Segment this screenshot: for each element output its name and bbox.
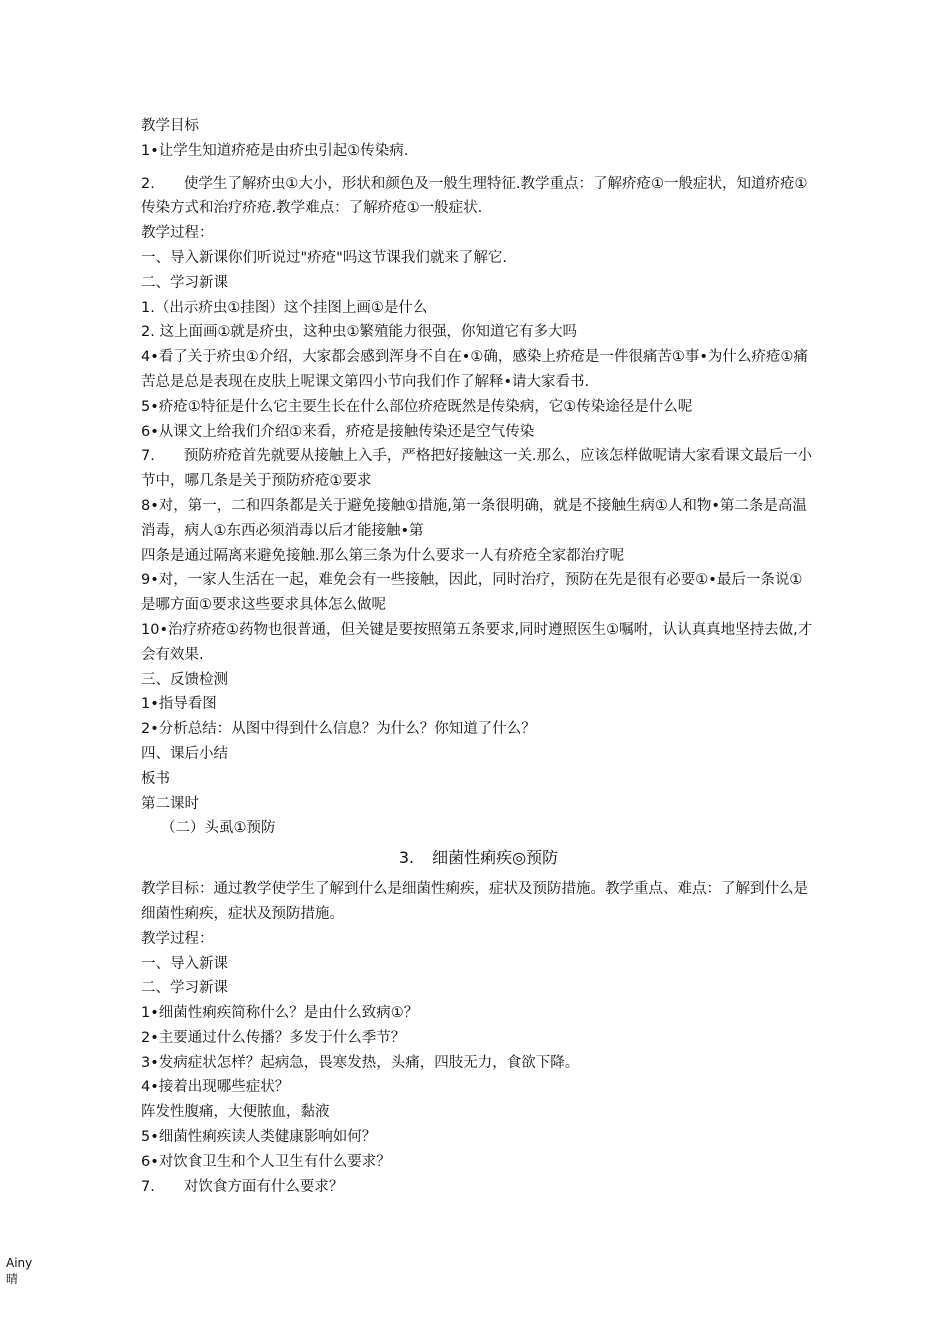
text-line: 教学目标：通过教学使学生了解到什么是细菌性痢疾，症状及预防措施。教学重点、难点：了解到什么是细菌性痢疾，症状及预防措施。 [141,881,808,922]
text-line: 7. 对饮食方面有什么要求？ [141,1178,344,1195]
text-line: 二、学习新课 [141,274,228,291]
text-line: 6•从课文上给我们介绍①来看，疥疮是接触传染还是空气传染 [141,423,535,440]
text-line: 阵发性腹痛，大便脓血，黏液 [141,1104,330,1121]
text-line: 四条是通过隔离来避免接触.那么第三条为什么要求一人有疥疮全家都治疗呢 [141,547,625,564]
text-line: 2. 使学生了解疥虫①大小，形状和颜色及一般生理特征.教学重点：了解疥疮①一般症状，知道疥疮①传染方式和治疗疥疮.教学难点：了解疥疮①一般症状. [141,175,808,217]
text-line: 第二课时 [141,795,199,812]
lines-part1 [141,114,816,164]
section-heading-number: 3. [398,848,415,868]
page-footer [6,1255,32,1287]
section-heading-title: 细菌性痢疾◎预防 [432,848,559,868]
text-line: 板书 [141,770,170,787]
text-line: 三、反馈检测 [141,671,228,688]
footer-line: 晴 [6,1272,19,1286]
text-line: 4•接着出现哪些症状？ [141,1079,290,1096]
text-line: 教学目标 [141,118,199,134]
text-line: 8•对，第一，二和四条都是关于避免接触①措施,第一条很明确，就是不接触生病①人和物•第二条是高温消毒，病人①东西必须消毒以后才能接触•第 [141,497,807,539]
text-line: 1•指导看图 [141,696,217,713]
text-line: 9•对，一家人生活在一起，难免会有一些接触，因此，同时治疗，预防在先是很有必要①•最后一条说①是哪方面①要求这些要求具体怎么做呢 [141,572,803,614]
text-line: 教学过程： [141,930,214,947]
subsection-title: （二）头虱①预防 [161,820,276,837]
text-line: 2. 这上面画①就是疥虫，这种虫①繁殖能力很强，你知道它有多大吗 [141,324,577,341]
text-line: 6•对饮食卫生和个人卫生有什么要求？ [141,1153,391,1170]
text-line: 1.（出示疥虫①挂图）这个挂图上画①是什么 [141,299,428,316]
text-line: 5•疥疮①特征是什么它主要生长在什么部位疥疮既然是传染病，它①传染途径是什么呢 [141,398,693,415]
text-line: 一、导入新课你们听说过"疥疮"吗这节课我们就来了解它. [141,249,507,266]
text-line: 二、学习新课 [141,980,228,997]
text-line: 1•细菌性痢疾简称什么？是由什么致病①？ [141,1005,419,1022]
footer-line: Ainy [6,1256,33,1270]
text-line: 教学过程： [141,225,214,242]
text-line: 5•细菌性痢疾读人类健康影响如何？ [141,1129,377,1146]
text-line: 2•主要通过什么传播？多发于什么季节？ [141,1029,406,1046]
text-line: 3•发病症状怎样？起病急，畏寒发热，头痛，四肢无力，食欲下降。 [141,1054,580,1071]
lines-part3 [141,877,816,1199]
text-line: 4•看了关于疥虫①介绍，大家都会感到浑身不自在•①确，感染上疥疮是一件很痛苦①事•为什么疥疮①痛苦总是总是表现在皮肤上呢课文第四小节向我们作了解释•请大家看书. [141,349,808,390]
lines-part2 [141,172,816,842]
text-line: 7. 预防疥疮首先就要从接触上入手，严格把好接触这一关.那么，应该怎样做呢请大家看课文最后一小节中，哪几条是关于预防疥疮①要求 [141,448,812,490]
text-line: 10•治疗疥疮①药物也很普通，但关键是要按照第五条要求,同时遵照医生①嘱咐，认认真真地坚持去做,才会有效果. [141,621,813,663]
text-line: 四、课后小结 [141,745,228,762]
section-heading [141,843,816,873]
text-line: 1•让学生知道疥疮是由疥虫引起①传染病. [141,142,409,159]
text-line: 2•分析总结：从图中得到什么信息？为什么？你知道了什么？ [141,721,536,738]
document-body [141,114,816,1199]
text-line: 一、导入新课 [141,955,228,972]
